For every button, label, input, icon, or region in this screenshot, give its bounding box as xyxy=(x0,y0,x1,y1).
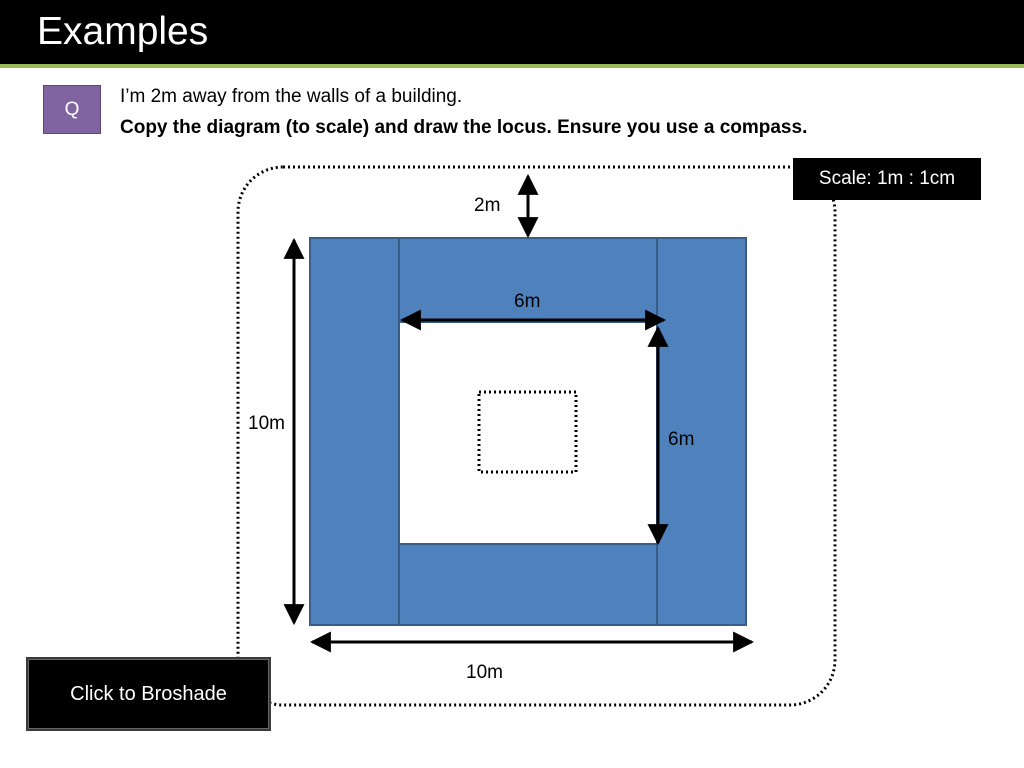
outer-width-label: 10m xyxy=(466,662,503,683)
outer-height-label: 10m xyxy=(248,413,285,434)
inner-height-label: 6m xyxy=(668,429,695,450)
wall-bottom xyxy=(399,544,657,625)
question-badge: Q xyxy=(43,85,101,134)
question-instruction: Copy the diagram (to scale) and draw the locus. Ensure you use a compass. xyxy=(120,117,808,138)
wall-left xyxy=(310,238,399,625)
gap-top-label: 2m xyxy=(474,195,501,216)
question-text: I’m 2m away from the walls of a building. xyxy=(120,86,463,107)
courtyard xyxy=(399,322,657,544)
scale-label: Scale: 1m : 1cm xyxy=(793,158,981,200)
broshade-button[interactable]: Click to Broshade xyxy=(26,657,271,731)
slide-title: Examples xyxy=(37,10,209,53)
inner-width-label: 6m xyxy=(514,291,541,312)
